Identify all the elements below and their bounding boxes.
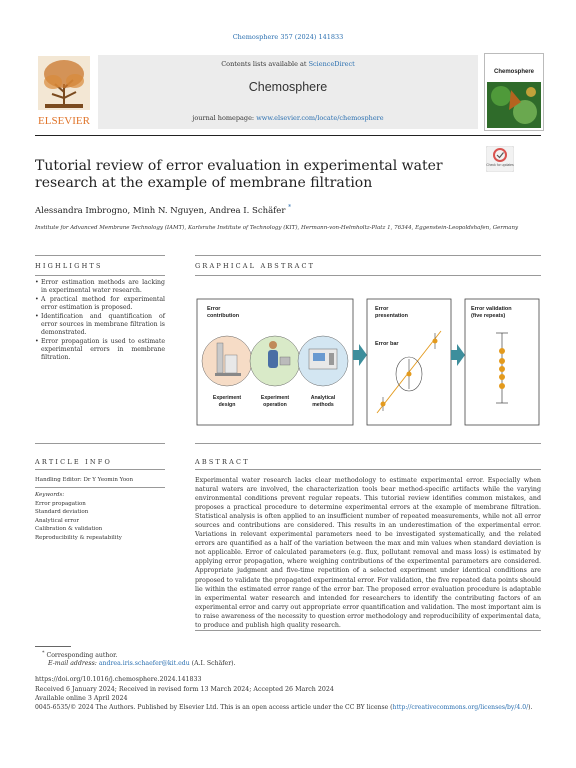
contents-prefix: Contents lists available at	[221, 60, 309, 68]
header-rule	[35, 135, 541, 136]
cover-image-icon	[487, 82, 541, 128]
abstract-text: Experimental water research lacks clear methodology to estimate experimental error. Especially when natural waters are involved, the characterization tools bear method-specific artifacts while the varying environmental conditions prevent regular repeats. This tutorial review identifies common mistakes, and proposes a practical procedure to determine experimental errors at the example of membrane filtration. Statistical analysis is often applied to an insufficient number of repeated measurements, while not all error sources and contributions are considered. This results in an underestimation of the experimental error. Variations in relevant experimental parameters need to be investigated systematically, and the related errors are quantified as a half of the variation between the max and min values when standard deviation is not applicable. Error of calculated parameters (e.g. flux, pollutant removal and mass loss) is estimated by applying error propagation, where weighing contributions of the experimental parameters are considered. Appropriate judgment and five-time repetition of a selected experiment under identical conditions are proposed to validate the propagated experimental error. For validation, the five repeated data points should lie within the estimated error range of the error bar. The proposed error evaluation procedure is adaptable in experimental water research and intended for researchers to identify the contributing factors of an experimental error and carry out appropriate error quantification and validation. The most important aim is to raise awareness of the necessity to question error methodology and reproducibility of experimental data, to produce and publish high quality research.	[195, 477, 541, 629]
check-for-updates-badge[interactable]	[486, 146, 514, 172]
footnote-mark: *	[42, 650, 45, 656]
email-link[interactable]: andrea.iris.schaefer@kit.edu	[98, 660, 190, 667]
cover-title: Chemosphere	[493, 69, 534, 75]
highlights-heading: HIGHLIGHTS	[35, 262, 103, 270]
affiliation: Institute for Advanced Membrane Technology (IAMT), Karlsruhe Institute of Technology (KIT), Hermann-von-Helmholtz-Platz 1, 76344, Eggenstein-Leopoldshafen, Germany	[35, 225, 519, 231]
keywords-list	[35, 500, 165, 542]
list-item: • Error estimation methods are lacking in experimental water research.	[35, 279, 165, 295]
available-online: Available online 3 April 2024	[35, 695, 128, 702]
circle-label: Experiment	[260, 395, 290, 401]
list-item: • A practical method for experimental error estimation is proposed.	[35, 296, 165, 312]
circle-label: Analytical	[310, 395, 336, 401]
panel3-title-line1: Error validation	[471, 306, 512, 312]
arrow-right-icon	[353, 344, 367, 366]
keyword: Standard deviation	[35, 509, 89, 516]
abstract-subrule	[195, 469, 541, 470]
list-item: • Error propagation is used to estimate experimental errors in membrane filtration.	[35, 338, 165, 363]
elsevier-tree-icon	[35, 54, 93, 130]
author-name[interactable]: Alessandra Imbrogno	[35, 205, 128, 216]
corresponding-label: Corresponding author.	[46, 652, 118, 660]
license-suffix: ).	[528, 704, 533, 711]
error-bar-label: Error bar	[375, 341, 399, 347]
elsevier-wordmark: ELSEVIER	[38, 115, 90, 127]
check-for-updates-icon	[486, 146, 514, 172]
journal-cover	[484, 53, 544, 131]
homepage-prefix: journal homepage:	[192, 114, 257, 122]
repeat-point	[499, 383, 505, 389]
license-line	[35, 704, 545, 711]
data-point	[381, 402, 386, 407]
author-name[interactable]: Andrea I. Schäfer	[209, 205, 286, 216]
author-list: Alessandra Imbrogno, Minh N. Nguyen, Andrea I. Schäfer *	[35, 204, 292, 216]
article-info-rule	[35, 443, 165, 444]
repeat-point	[499, 374, 505, 380]
abstract-heading: ABSTRACT	[195, 458, 250, 466]
doi-link[interactable]: https://doi.org/10.1016/j.chemosphere.2024.141833	[35, 676, 202, 683]
data-point	[407, 372, 412, 377]
handling-editor: Handling Editor: Dr Y Yeomin Yoon	[35, 477, 133, 483]
article-info-heading: ARTICLE INFO	[35, 458, 112, 466]
graphical-abstract-rule	[195, 255, 541, 256]
keyword: Reproducibility & repeatability	[35, 534, 122, 541]
data-point	[433, 339, 438, 344]
circle-label: operation	[263, 402, 287, 408]
email-label: E-mail address:	[48, 660, 99, 667]
abstract-end-rule	[195, 630, 541, 631]
circle-label: Experiment	[212, 395, 242, 401]
keywords-label: Keywords:	[35, 492, 65, 498]
keywords-rule	[35, 487, 165, 488]
arrow-right-icon	[451, 344, 465, 366]
keyword: Calibration & validation	[35, 526, 103, 533]
journal-reference[interactable]: Chemosphere 357 (2024) 141833	[232, 33, 344, 41]
highlights-subrule	[35, 275, 165, 276]
homepage-link[interactable]: www.elsevier.com/locate/chemosphere	[256, 114, 384, 122]
contents-line	[98, 60, 478, 68]
abstract-rule	[195, 443, 541, 444]
badge-label: Check for updates	[486, 163, 514, 167]
panel2-title-line2: presentation	[375, 313, 409, 319]
email-note	[48, 660, 236, 667]
repeat-point	[499, 348, 505, 354]
repeat-point	[499, 366, 505, 372]
received-dates: Received 6 January 2024; Received in revised form 13 March 2024; Accepted 26 March 2024	[35, 686, 334, 693]
keyword: Error propagation	[35, 501, 86, 507]
panel3-title-line2: (five repeats)	[471, 313, 506, 319]
elsevier-logo	[35, 54, 93, 130]
corresponding-note	[42, 650, 117, 659]
article-info-subrule	[35, 469, 165, 470]
analyzer-icon	[309, 349, 337, 369]
graphical-abstract-heading: GRAPHICAL ABSTRACT	[195, 262, 316, 270]
panel2-title-line1: Error	[375, 306, 389, 312]
license-link[interactable]: http://creativecommons.org/licenses/by/4.0/	[392, 704, 529, 711]
circle-label: methods	[312, 402, 334, 408]
journal-homepage	[98, 114, 478, 122]
highlights-list	[35, 279, 165, 363]
footnote-rule	[35, 646, 71, 647]
panel1-title-line2: contribution	[207, 313, 240, 319]
graphical-abstract-subrule	[195, 275, 541, 276]
keyword: Analytical error	[35, 517, 79, 524]
corresponding-author-mark[interactable]: *	[288, 204, 292, 211]
panel1-title-line1: Error	[207, 306, 221, 312]
cover-top	[485, 54, 543, 64]
circle-label: design	[218, 402, 236, 408]
journal-title: Chemosphere	[248, 80, 328, 94]
email-suffix: (A.I. Schäfer).	[189, 660, 236, 667]
repeat-point	[499, 358, 505, 364]
article-title: Tutorial review of error evaluation in experimental water research at the example of membrane filtration	[35, 158, 443, 191]
list-item: • Identification and quantification of error sources in membrane filtration is demonstrated.	[35, 313, 165, 338]
highlights-rule	[35, 255, 165, 256]
graphical-abstract-figure	[195, 293, 541, 427]
sciencedirect-link[interactable]: ScienceDirect	[308, 60, 355, 68]
license-prefix: 0045-6535/© 2024 The Authors. Published by Elsevier Ltd. This is an open access article under the CC BY license (	[35, 704, 393, 711]
author-name[interactable]: Minh N. Nguyen	[132, 205, 204, 216]
